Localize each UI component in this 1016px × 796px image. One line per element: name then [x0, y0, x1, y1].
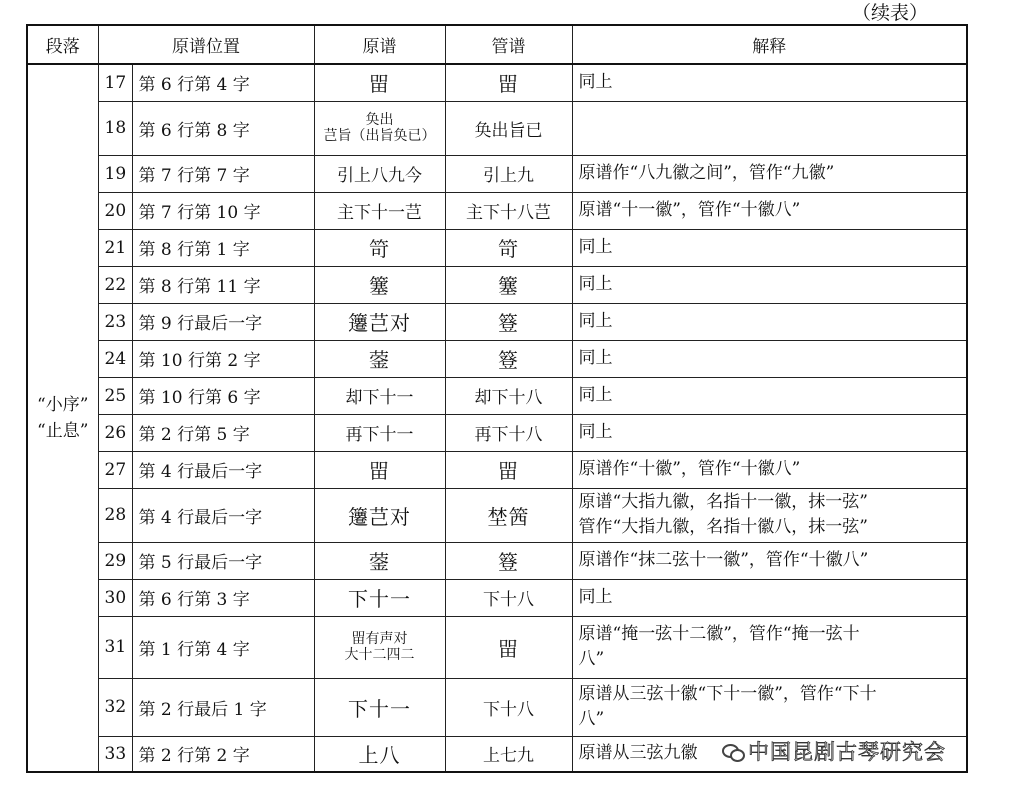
table-row [27, 192, 967, 229]
row-number: 26 [98, 414, 132, 451]
guan-score-text: 奂出旨已 [474, 120, 543, 141]
row-number: 31 [98, 616, 132, 678]
explanation-line: 管作“大指九徽，名指十徽八，抹一弦” [578, 517, 868, 537]
original-score [314, 266, 445, 303]
original-score-text: 下十一 [348, 587, 411, 611]
explanation-line: 同上 [578, 385, 613, 405]
table-row [27, 340, 967, 377]
explanation-line: 同上 [578, 72, 613, 93]
original-score [314, 64, 445, 101]
original-score-text: 却下十一 [345, 388, 414, 408]
original-position: 第 4 行最后一字 [132, 451, 314, 488]
header-section: 段落 [27, 25, 98, 64]
explanation-line: 原谱从三弦九徽 [578, 743, 698, 764]
original-position: 第 2 行最后 1 字 [132, 678, 314, 736]
guan-score [445, 340, 572, 377]
table-row [27, 414, 967, 451]
explanation [572, 192, 967, 229]
row-number: 20 [98, 192, 132, 229]
header-guan-score: 管谱 [445, 25, 572, 64]
original-score [314, 155, 445, 192]
original-score [314, 377, 445, 414]
row-number: 17 [98, 64, 132, 101]
guan-score-text: 下十八 [483, 590, 534, 610]
row-number: 29 [98, 542, 132, 579]
explanation [572, 377, 967, 414]
original-position: 第 6 行第 4 字 [132, 64, 314, 101]
original-score-text: 再下十一 [345, 425, 414, 445]
explanation-line: 原谱作“十徽”，管作“十徽八” [578, 459, 801, 479]
guan-score [445, 377, 572, 414]
guan-score [445, 488, 572, 542]
original-score [314, 340, 445, 377]
original-score [314, 616, 445, 678]
guan-score [445, 451, 572, 488]
row-number: 33 [98, 736, 132, 772]
original-position: 第 6 行第 8 字 [132, 101, 314, 155]
guan-score [445, 678, 572, 736]
explanation-line: 原谱作“抹二弦十一徽”，管作“十徽八” [578, 550, 869, 570]
table-header-row [27, 25, 967, 64]
original-score-text: 引上八九今 [337, 166, 422, 186]
table-row [27, 64, 967, 101]
header-original-score: 原谱 [314, 25, 445, 64]
row-number: 32 [98, 678, 132, 736]
table-row [27, 266, 967, 303]
explanation-line: 原谱从三弦十徽“下十一徽”，管作“下十 [578, 684, 877, 704]
table-body [27, 64, 967, 772]
original-score [314, 451, 445, 488]
original-score [314, 542, 445, 579]
table-row [27, 101, 967, 155]
original-position: 第 8 行第 1 字 [132, 229, 314, 266]
continued-table-label: （续表） [851, 2, 928, 24]
table-row [27, 488, 967, 542]
explanation [572, 414, 967, 451]
original-score-text: 蓥 [369, 348, 390, 372]
original-score [314, 414, 445, 451]
original-score [314, 101, 445, 155]
explanation [572, 266, 967, 303]
explanation-line: 八” [578, 649, 605, 669]
section-label-line: “止息” [37, 421, 89, 441]
row-number: 21 [98, 229, 132, 266]
original-position: 第 1 行第 4 字 [132, 616, 314, 678]
explanation-line: 同上 [578, 274, 613, 294]
original-score [314, 229, 445, 266]
explanation-line: 同上 [578, 422, 613, 442]
row-number: 25 [98, 377, 132, 414]
watermark [722, 736, 946, 766]
row-number: 22 [98, 266, 132, 303]
guan-score-text: 簦 [498, 550, 519, 574]
guan-score-text: 主下十八芑 [466, 203, 551, 223]
guan-score-text: 再下十八 [474, 425, 543, 445]
original-position: 第 2 行第 2 字 [132, 736, 314, 772]
original-score-text: 主下十一芑 [337, 203, 422, 223]
watermark-text: 中国昆剧古琴研究会 [748, 740, 946, 764]
guan-score [445, 616, 572, 678]
row-number: 18 [98, 101, 132, 155]
guan-score-text: 埜䇴 [487, 504, 530, 529]
original-score-text: 蓥 [369, 550, 390, 574]
table-row [27, 542, 967, 579]
guan-score-text: 簺 [498, 274, 519, 298]
explanation [572, 64, 967, 101]
explanation [572, 451, 967, 488]
explanation [572, 579, 967, 616]
row-number: 30 [98, 579, 132, 616]
original-position: 第 5 行最后一字 [132, 542, 314, 579]
section-cell [27, 64, 98, 772]
explanation [572, 303, 967, 340]
original-score [314, 579, 445, 616]
explanation [572, 155, 967, 192]
header-explanation: 解释 [572, 25, 967, 64]
table-row [27, 579, 967, 616]
explanation [572, 616, 967, 678]
original-score-text: 䉦芑对 [348, 311, 411, 335]
original-position: 第 8 行第 11 字 [132, 266, 314, 303]
guan-score-text: 笴 [498, 237, 519, 261]
table-row [27, 678, 967, 736]
guan-score [445, 229, 572, 266]
original-position: 第 10 行第 2 字 [132, 340, 314, 377]
row-number: 19 [98, 155, 132, 192]
table-row [27, 155, 967, 192]
wechat-icon [722, 743, 744, 759]
explanation-line: 同上 [578, 348, 613, 368]
guan-score [445, 155, 572, 192]
row-number: 27 [98, 451, 132, 488]
guan-score [445, 303, 572, 340]
original-score-text: 簺 [369, 274, 390, 298]
original-score-line: 大十二四二 [344, 647, 415, 663]
original-position: 第 10 行第 6 字 [132, 377, 314, 414]
guan-score-text: 㽞 [498, 459, 519, 483]
notation-comparison-table [26, 24, 968, 773]
guan-score [445, 414, 572, 451]
original-position: 第 9 行最后一字 [132, 303, 314, 340]
explanation-line: 原谱“十一徽”，管作“十徽八” [578, 200, 801, 220]
guan-score [445, 542, 572, 579]
guan-score-text: 上七九 [483, 746, 534, 767]
explanation [572, 678, 967, 736]
original-score-line: 㽞有声对 [351, 631, 408, 647]
table-row [27, 377, 967, 414]
guan-score [445, 101, 572, 155]
original-score [314, 736, 445, 772]
guan-score-text: 㽞 [498, 636, 519, 661]
row-number: 23 [98, 303, 132, 340]
explanation-line: 原谱“大指九徽，名指十一徽，抹一弦” [578, 492, 868, 512]
original-score-text: 下十一 [348, 696, 411, 721]
explanation [572, 340, 967, 377]
original-position: 第 2 行第 5 字 [132, 414, 314, 451]
original-score [314, 303, 445, 340]
explanation [572, 229, 967, 266]
guan-score-text: 簦 [498, 348, 519, 372]
section-label-line: “小序” [37, 395, 89, 415]
explanation-line: 同上 [578, 237, 613, 257]
original-score [314, 678, 445, 736]
original-score-text: 上八 [358, 743, 401, 768]
guan-score-text: 却下十八 [474, 388, 543, 408]
explanation [572, 488, 967, 542]
row-number: 28 [98, 488, 132, 542]
header-original-position: 原谱位置 [98, 25, 314, 64]
guan-score [445, 579, 572, 616]
guan-score-text: 引上九 [483, 166, 534, 186]
guan-score-text: 簦 [498, 311, 519, 335]
table-row [27, 616, 967, 678]
original-position: 第 4 行最后一字 [132, 488, 314, 542]
table-row [27, 229, 967, 266]
guan-score-text: 下十八 [483, 699, 534, 720]
explanation [572, 101, 967, 155]
guan-score [445, 736, 572, 772]
original-score-line: 奂出 [365, 112, 394, 128]
explanation-line: 同上 [578, 311, 613, 331]
original-position: 第 7 行第 7 字 [132, 155, 314, 192]
table-row [27, 303, 967, 340]
original-score-text: 㽞 [369, 459, 390, 483]
table-row [27, 451, 967, 488]
original-score-text: 㽞 [369, 72, 390, 97]
guan-score [445, 192, 572, 229]
original-score [314, 488, 445, 542]
explanation-line: 八” [578, 709, 605, 729]
original-score-text: 笴 [369, 237, 390, 261]
explanation [572, 542, 967, 579]
original-score-text: 䉦芑对 [348, 504, 411, 529]
explanation-line: 同上 [578, 587, 613, 607]
guan-score-text: 㽞 [498, 72, 519, 97]
original-score [314, 192, 445, 229]
original-position: 第 6 行第 3 字 [132, 579, 314, 616]
row-number: 24 [98, 340, 132, 377]
guan-score [445, 64, 572, 101]
explanation-line: 原谱作“八九徽之间”，管作“九徽” [578, 163, 835, 183]
original-position: 第 7 行第 10 字 [132, 192, 314, 229]
explanation-line: 原谱“掩一弦十二徽”，管作“掩一弦十 [578, 624, 860, 644]
guan-score [445, 266, 572, 303]
original-score-line: 芑旨（出旨奂已） [323, 128, 436, 144]
